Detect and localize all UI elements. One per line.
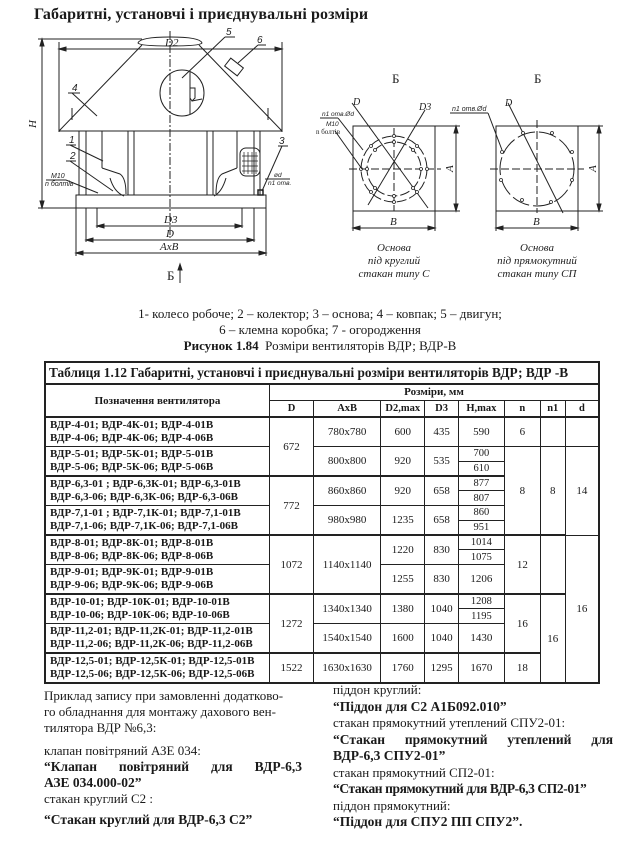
cell-d: 1272 xyxy=(270,594,314,653)
cell-hmax: 1075 xyxy=(458,550,504,565)
item-value-air-valve-line2: АЗЕ 034.000-02” xyxy=(44,775,142,790)
figure-number: Рисунок 1.84 xyxy=(183,338,259,353)
fan-dimension-drawing xyxy=(0,28,640,306)
cell-n: 12 xyxy=(505,535,541,594)
cell-d-hole-empty xyxy=(565,417,599,447)
svg-text:Основа: Основа xyxy=(520,242,554,254)
cell-d3: 1295 xyxy=(425,653,459,683)
cell-hmax: 610 xyxy=(458,461,504,476)
item-value-air-valve-line1: “Клапан повітряний для ВДР-6,3 xyxy=(44,759,302,774)
dimensions-table xyxy=(44,361,600,684)
order-example-left xyxy=(44,688,302,828)
svg-text:B: B xyxy=(533,216,540,228)
table-caption: Таблиця 1.12 Габаритні, установчі і приєднувальні розміри вентиляторів ВДР; ВДР -В xyxy=(45,362,599,384)
svg-text:AxB: AxB xyxy=(160,241,179,253)
svg-text:n1 отв.: n1 отв. xyxy=(268,180,292,187)
cell-d: 672 xyxy=(270,417,314,476)
figure-caption-text: Розміри вентиляторів ВДР; ВДР-В xyxy=(265,338,457,353)
drawing-legend-line-1: 1- колесо робоче; 2 – колектор; 3 – основа; 4 – ковпак; 5 – двигун; xyxy=(138,306,502,321)
cell-d2max: 1220 xyxy=(381,535,425,565)
fan-name-vdr-11-2: ВДР-11,2-01; ВДР-11,2К-01; ВДР-11,2-01В ВДР-11,2-06; ВДР-11,2К-06; ВДР-11,2-06В xyxy=(45,624,270,654)
fan-name-vdr-10: ВДР-10-01; ВДР-10К-01; ВДР-10-01В ВДР-10-06; ВДР-10К-06; ВДР-10-06В xyxy=(45,594,270,624)
cell-axb: 780x780 xyxy=(314,417,381,447)
table-row xyxy=(45,653,599,668)
svg-text:3: 3 xyxy=(279,136,285,147)
cell-n1-empty xyxy=(540,417,565,447)
item-value-round-tray: “Піддон для С2 А1Б092.010” xyxy=(333,698,507,714)
svg-text:4: 4 xyxy=(72,83,78,94)
svg-text:5: 5 xyxy=(226,28,232,38)
cell-d: 1522 xyxy=(270,653,314,683)
cell-axb: 1540x1540 xyxy=(314,624,381,654)
cell-n1-empty xyxy=(540,535,565,594)
cell-d3: 658 xyxy=(425,506,459,536)
svg-text:стакан типу С: стакан типу С xyxy=(358,268,430,280)
cell-axb: 1340x1340 xyxy=(314,594,381,624)
svg-text:Основа: Основа xyxy=(377,242,411,254)
item-value-insulated-rect-stack-line1: “Стакан прямокутний утеплений для xyxy=(333,731,613,747)
svg-text:M10: M10 xyxy=(51,173,65,180)
order-example-intro: Приклад запису при замовленні додатково- го обладнання для монтажу дахового вен- тилятора ВДР №6,3: xyxy=(44,688,284,735)
cell-n1: 16 xyxy=(540,594,565,683)
cell-d3: 435 xyxy=(425,417,459,447)
item-label-round-stack: стакан круглий С2 : xyxy=(44,791,153,806)
item-label-rect-tray: піддон прямокутний: xyxy=(333,797,451,813)
svg-text:Б: Б xyxy=(534,71,542,86)
order-example-right xyxy=(333,682,613,831)
item-label-insulated-rect-stack: стакан прямокутний утеплений СПУ2-01: xyxy=(333,715,566,730)
cell-d: 1072 xyxy=(270,535,314,594)
drawing-legend-line-2: 6 – клемна коробка; 7 - огородження xyxy=(219,322,421,337)
cell-d2max: 920 xyxy=(381,447,425,477)
svg-text:під круглий: під круглий xyxy=(367,255,421,267)
svg-text:під прямокутний: під прямокутний xyxy=(497,255,577,267)
item-label-rect-stack: стакан прямокутний СП2-01: xyxy=(333,764,495,780)
cell-n: 18 xyxy=(505,653,541,683)
cell-d-hole: 14 xyxy=(565,447,599,536)
svg-text:D3: D3 xyxy=(419,102,432,113)
table-row xyxy=(45,594,599,609)
svg-text:A: A xyxy=(587,165,599,172)
svg-text:Б: Б xyxy=(167,268,175,283)
header-hmax: H,max xyxy=(458,400,504,417)
fan-name-vdr-6-3: ВДР-6,3-01 ; ВДР-6,3К-01; ВДР-6,3-01В ВДР-6,3-06; ВДР-6,3К-06; ВДР-6,3-06В xyxy=(45,476,270,506)
cell-d-hole: 16 xyxy=(565,535,599,683)
table-row xyxy=(45,447,599,462)
cell-d3: 1040 xyxy=(425,624,459,654)
base-view-round-c xyxy=(316,71,460,280)
svg-text:D: D xyxy=(505,98,513,109)
cell-d3: 535 xyxy=(425,447,459,477)
svg-text:2: 2 xyxy=(70,151,76,162)
header-d2max: D2,max xyxy=(381,400,425,417)
item-value-rect-stack: “Стакан прямокутний для ВДР-6,3 СП2-01” xyxy=(333,781,587,796)
cell-n: 6 xyxy=(505,417,541,447)
cell-d2max: 1380 xyxy=(381,594,425,624)
cell-d3: 830 xyxy=(425,535,459,565)
cell-d2max: 600 xyxy=(381,417,425,447)
cell-hmax: 1195 xyxy=(458,609,504,624)
cell-axb: 1140x1140 xyxy=(314,535,381,594)
svg-text:D3: D3 xyxy=(164,214,178,226)
header-axb: AxB xyxy=(314,400,381,417)
svg-text:D: D xyxy=(353,97,361,108)
table-row xyxy=(45,417,599,432)
svg-text:D: D xyxy=(166,228,174,240)
cell-axb: 800x800 xyxy=(314,447,381,477)
cell-axb: 980x980 xyxy=(314,506,381,536)
base-view-rect-sp xyxy=(450,71,603,280)
cell-n: 8 xyxy=(505,447,541,536)
cell-d2max: 1760 xyxy=(381,653,425,683)
cell-hmax: 807 xyxy=(458,491,504,506)
cell-d: 772 xyxy=(270,476,314,535)
svg-text:M10: M10 xyxy=(326,121,339,128)
header-d3: D3 xyxy=(425,400,459,417)
header-d-hole: d xyxy=(565,400,599,417)
item-label-round-tray: піддон круглий: xyxy=(333,682,422,697)
svg-text:1: 1 xyxy=(69,135,75,146)
svg-text:B: B xyxy=(390,216,397,228)
cell-d2max: 1235 xyxy=(381,506,425,536)
cell-n1: 8 xyxy=(540,447,565,536)
fan-name-vdr-4: ВДР-4-01; ВДР-4К-01; ВДР-4-01В ВДР-4-06; ВДР-4К-06; ВДР-4-06В xyxy=(45,417,270,447)
cell-hmax: 1430 xyxy=(458,624,504,654)
svg-text:H: H xyxy=(27,120,39,128)
item-value-round-stack: “Стакан круглий для ВДР-6,3 С2” xyxy=(44,812,253,827)
cell-hmax: 951 xyxy=(458,520,504,535)
cell-hmax: 1206 xyxy=(458,565,504,595)
cell-d2max: 1255 xyxy=(381,565,425,595)
header-n1: n1 xyxy=(540,400,565,417)
cell-axb: 1630x1630 xyxy=(314,653,381,683)
item-value-rect-tray: “Піддон для СПУ2 ПП СПУ2”. xyxy=(333,814,523,829)
cell-n: 16 xyxy=(505,594,541,653)
item-label-air-valve: клапан повітряний АЗЕ 034: xyxy=(44,743,201,758)
fan-name-vdr-9: ВДР-9-01; ВДР-9К-01; ВДР-9-01В ВДР-9-06; ВДР-9К-06; ВДР-9-06В xyxy=(45,565,270,595)
header-d: D xyxy=(270,400,314,417)
item-value-insulated-rect-stack-line2: ВДР-6,3 СПУ2-01” xyxy=(333,748,446,763)
cell-d2max: 1600 xyxy=(381,624,425,654)
cell-hmax: 1670 xyxy=(458,653,504,683)
cell-axb: 860x860 xyxy=(314,476,381,506)
cell-hmax: 1014 xyxy=(458,535,504,550)
fan-name-vdr-8: ВДР-8-01; ВДР-8К-01; ВДР-8-01В ВДР-8-06; ВДР-8К-06; ВДР-8-06В xyxy=(45,535,270,565)
figure-caption xyxy=(0,338,640,354)
cell-d3: 658 xyxy=(425,476,459,506)
page-title: Габаритні, установчі і приєднувальні розміри xyxy=(34,6,369,23)
cell-d3: 830 xyxy=(425,565,459,595)
cell-hmax: 1208 xyxy=(458,594,504,609)
header-n: n xyxy=(505,400,541,417)
svg-text:n1 отв.Ød: n1 отв.Ød xyxy=(452,106,487,113)
cell-hmax: 860 xyxy=(458,506,504,521)
cell-hmax: 700 xyxy=(458,447,504,462)
fan-name-vdr-7-1: ВДР-7,1-01 ; ВДР-7,1К-01; ВДР-7,1-01В ВДР-7,1-06; ВДР-7,1К-06; ВДР-7,1-06В xyxy=(45,506,270,536)
svg-text:ød: ød xyxy=(274,172,282,179)
svg-text:n болтів: n болтів xyxy=(316,128,341,136)
fan-name-vdr-5: ВДР-5-01; ВДР-5К-01; ВДР-5-01В ВДР-5-06; ВДР-5К-06; ВДР-5-06В xyxy=(45,447,270,477)
svg-text:n1 отв.Ød: n1 отв.Ød xyxy=(322,111,354,118)
svg-text:стакан типу СП: стакан типу СП xyxy=(497,268,577,280)
cell-hmax: 877 xyxy=(458,476,504,491)
fan-name-vdr-12-5: ВДР-12,5-01; ВДР-12,5К-01; ВДР-12,5-01В ВДР-12,5-06; ВДР-12,5К-06; ВДР-12,5-06В xyxy=(45,653,270,683)
header-dimensions-mm: Розміри, мм xyxy=(270,384,599,400)
table-row xyxy=(45,535,599,550)
svg-text:Б: Б xyxy=(392,71,400,86)
label-d2: D2 xyxy=(165,37,179,49)
side-view-drawing xyxy=(27,28,291,283)
svg-text:6: 6 xyxy=(257,35,263,46)
cell-d2max: 920 xyxy=(381,476,425,506)
svg-text:A: A xyxy=(444,165,456,172)
cell-hmax: 590 xyxy=(458,417,504,447)
header-fan-designation: Позначення вентилятора xyxy=(45,384,270,417)
cell-d3: 1040 xyxy=(425,594,459,624)
svg-text:n болтів: n болтів xyxy=(45,181,74,188)
